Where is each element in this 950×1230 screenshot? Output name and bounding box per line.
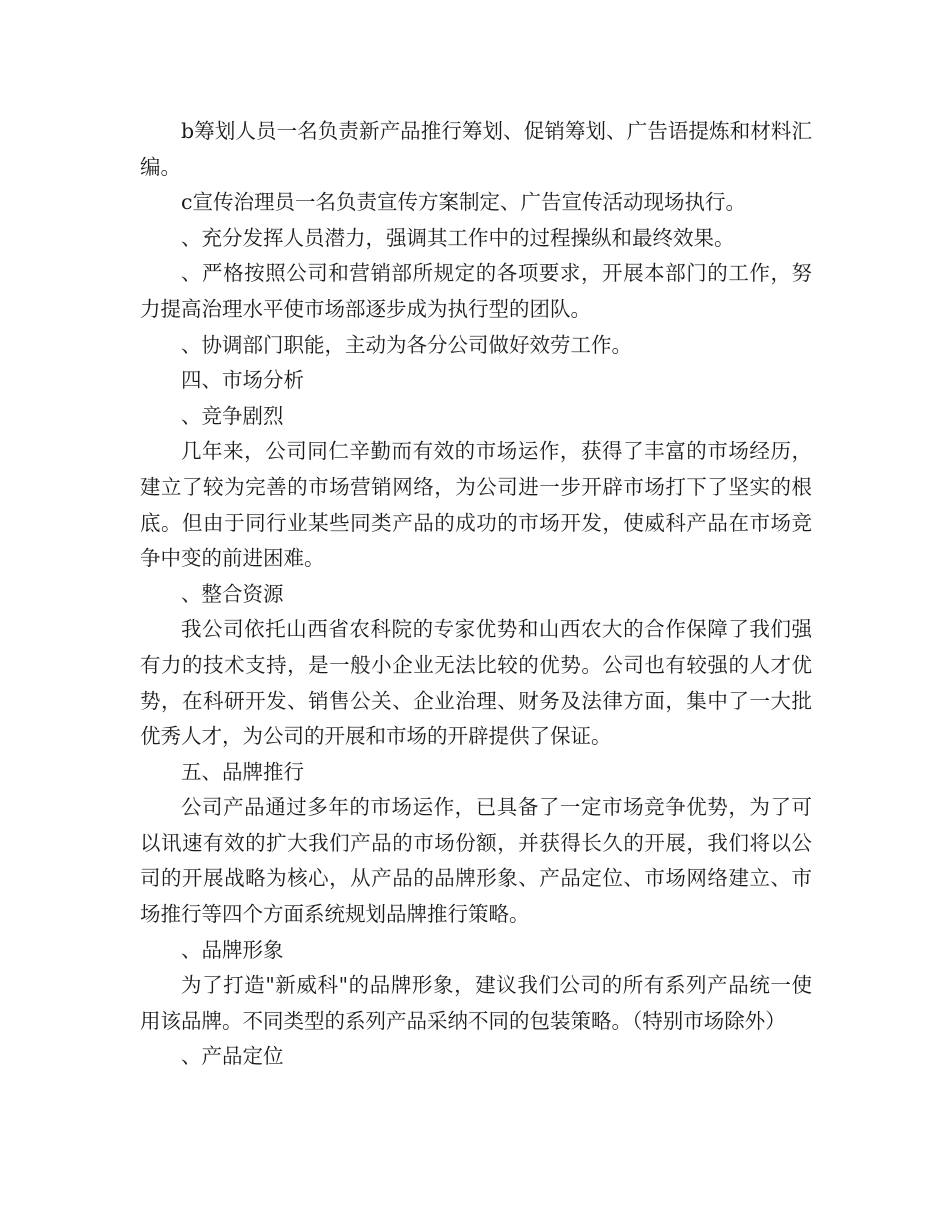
subheading-brand-image: 、品牌形象 [181, 937, 284, 962]
paragraph-competition: 几年来，公司同仁辛勤而有效的市场运作，获得了丰富的市场经历，建立了较为完善的市场营销网络，为公司进一步开辟市场打下了坚实的根底。但由于同行业某些同类产品的成功的市场开发，使威科产品在市场竞争中变的前进困难。 [140, 439, 812, 571]
paragraph-planner-role: b筹划人员一名负责新产品推行筹划、促销筹划、广告语提炼和材料汇编。 [140, 119, 812, 179]
section-heading-brand-promotion: 五、品牌推行 [181, 759, 304, 784]
paragraph-brand-promotion: 公司产品通过多年的市场运作，已具备了一定市场竞争优势，为了可以讯速有效的扩大我们产品的市场份额，并获得长久的开展，我们将以公司的开展战略为核心，从产品的品牌形象、产品定位、市场网络建立、市场推行等四个方面系统规划品牌推行策略。 [140, 795, 812, 927]
subheading-resources: 、整合资源 [181, 581, 284, 606]
paragraph-brand-image: 为了打造"新威科"的品牌形象，建议我们公司的所有系列产品统一使用该品牌。不同类型的系列产品采纳不同的包装策略。（特别市场除外） [140, 973, 812, 1033]
paragraph-coordination: 、协调部门职能，主动为各分公司做好效劳工作。 [181, 332, 632, 357]
subheading-product-positioning: 、产品定位 [181, 1044, 284, 1069]
paragraph-resources: 我公司依托山西省农科院的专家优势和山西农大的合作保障了我们强有力的技术支持，是一般小企业无法比较的优势。公司也有较强的人才优势，在科研开发、销售公关、企业治理、财务及法律方面，集中了一大批优秀人才，为公司的开展和市场的开辟提供了保证。 [140, 617, 812, 749]
paragraph-staff-potential: 、充分发挥人员潜力，强调其工作中的过程操纵和最终效果。 [181, 225, 735, 250]
paragraph-publicity-role: c宣传治理员一名负责宣传方案制定、广告宣传活动现场执行。 [181, 190, 746, 215]
subheading-competition: 、竞争剧烈 [181, 403, 284, 428]
section-heading-market-analysis: 四、市场分析 [181, 368, 304, 393]
document-body [140, 114, 812, 1075]
paragraph-requirements: 、严格按照公司和营销部所规定的各项要求，开展本部门的工作，努力提高治理水平使市场部逐步成为执行型的团队。 [140, 261, 812, 321]
